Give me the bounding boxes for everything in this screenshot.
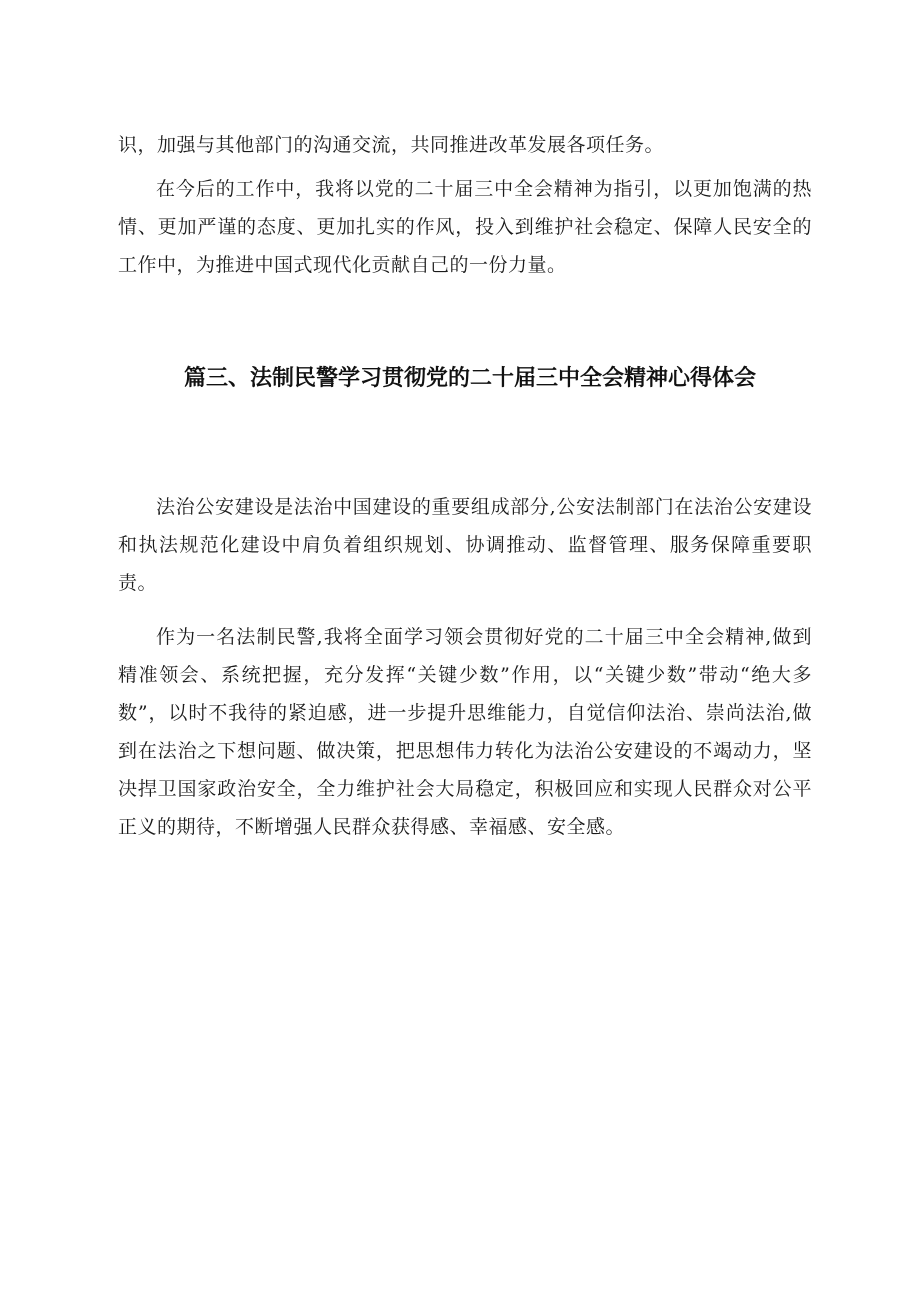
section-title: 篇三、法制民警学习贯彻党的二十届三中全会精神心得体会 xyxy=(183,366,756,391)
paragraph-rule-of-law: 法治公安建设是法治中国建设的重要组成部分,公安法制部门在法治公安建设和执法规范化建设中肩负着组织规划、协调推动、监督管理、服务保障重要职责。 xyxy=(118,496,812,594)
paragraph-future-work: 在今后的工作中，我将以党的二十届三中全会精神为指引，以更加饱满的热情、更加严谨的态度、更加扎实的作风，投入到维护社会稳定、保障人民安全的工作中，为推进中国式现代化贡献自己的一份力量。 xyxy=(118,178,812,276)
paragraph-continuation: 识，加强与其他部门的沟通交流，共同推进改革发展各项任务。 xyxy=(118,134,665,156)
paragraph-commitment: 作为一名法制民警,我将全面学习领会贯彻好党的二十届三中全会精神,做到精准领会、系统把握，充分发挥“关键少数”作用，以“关键少数”带动“绝大多数”，以时不我待的紧迫感，进一步提升思维能力，自觉信仰法治、崇尚法治,做到在法治之下想问题、做决策，把思想伟力转化为法治公安建设的不竭动力，坚决捍卫国家政治安全，全力维护社会大局稳定，积极回应和实现人民群众对公平正义的期待，不断增强人民群众获得感、幸福感、安全感。 xyxy=(118,626,812,838)
